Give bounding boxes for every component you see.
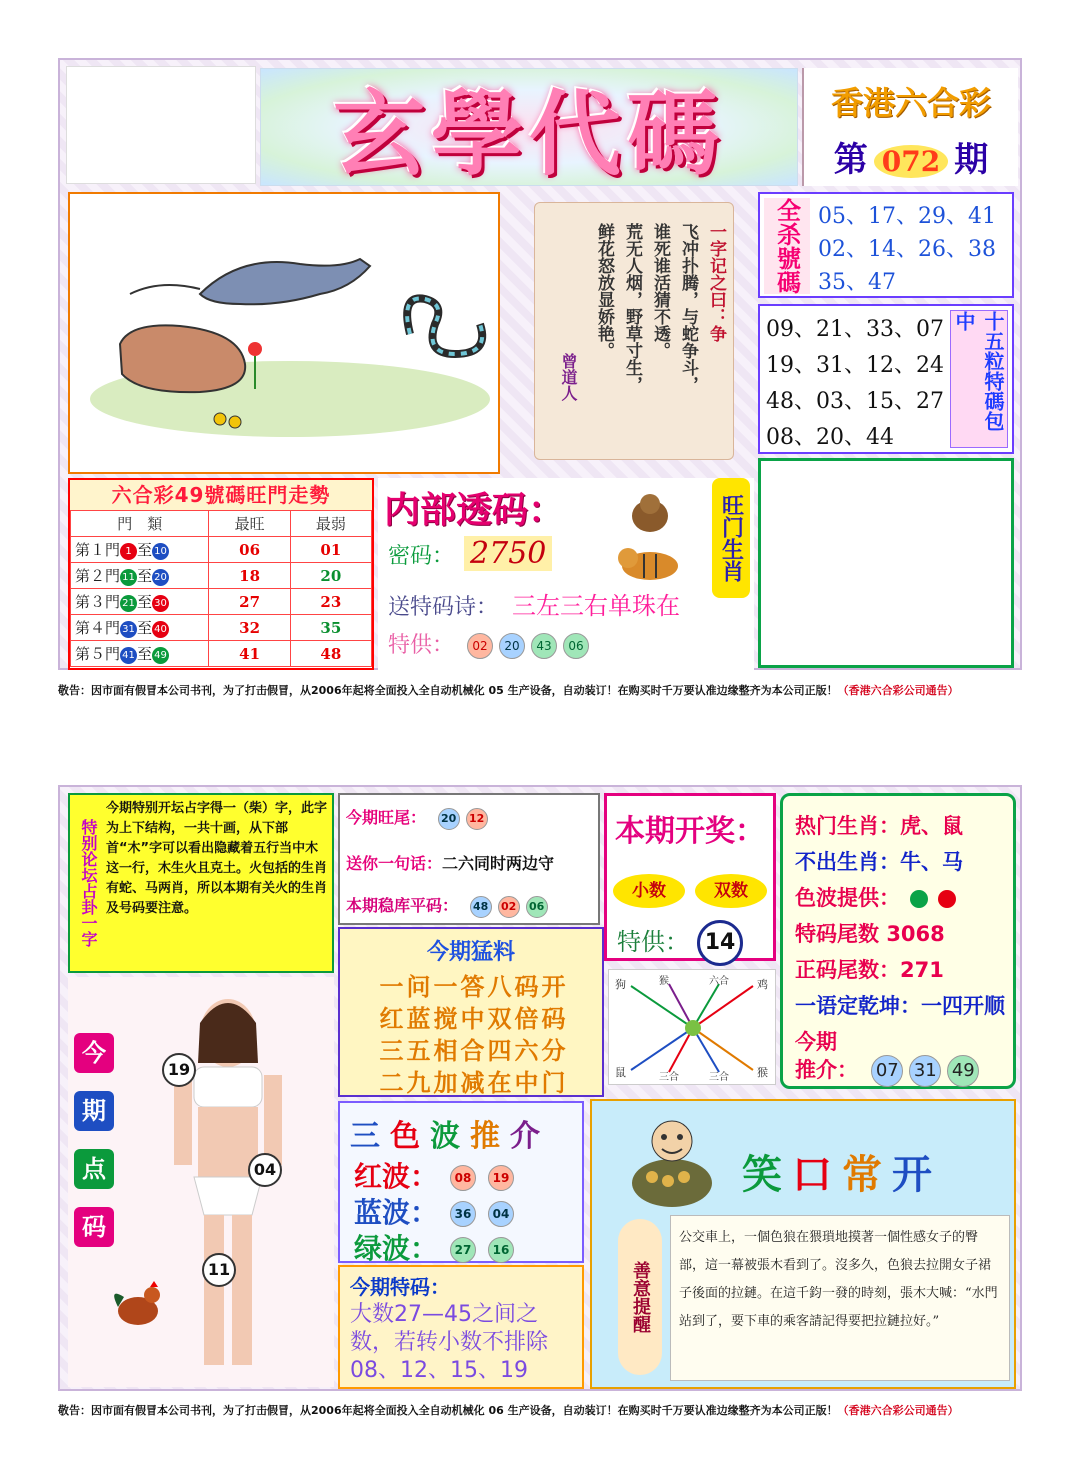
special-offer-ball: 20 <box>499 633 525 659</box>
sentence-label: 送你一句话： <box>346 854 443 873</box>
special-poem-value: 三左三右单珠在 <box>512 592 681 620</box>
pick-label <box>74 1033 114 1265</box>
issue-box <box>802 68 1018 186</box>
draw-title: 本期开奖： <box>615 814 765 849</box>
flat-code-ball: 06 <box>526 896 548 918</box>
trend-row <box>71 641 372 667</box>
arrow-label: 鼠 <box>615 1066 626 1079</box>
snake-pattern <box>407 298 482 354</box>
fifteen-line: 19、31、12、24 <box>766 353 944 378</box>
password-value: 2750 <box>464 536 552 571</box>
forum-text: 今期特别开坛占字得一（柴）字，此字为上下结构，一共十画，从下部首“木”字可以看出隐藏着五行当中木这一行，木生火且克土。火包括的生肖有蛇、马两肖，所以本期有关火的生肖及号码要注意。 <box>106 801 328 916</box>
killed-numbers <box>818 200 1008 299</box>
story-label: 善意提醒 <box>618 1219 662 1375</box>
wave-row <box>354 1227 514 1267</box>
rat-snake-illustration <box>68 192 500 474</box>
page-title: 玄學代碼 <box>332 80 725 188</box>
wave-label: 蓝波 <box>354 1196 411 1229</box>
trend-min: 35 <box>290 615 371 641</box>
inner-code-box <box>378 478 754 670</box>
three-wave-box <box>338 1101 584 1263</box>
door-label: 第１門 <box>75 541 121 559</box>
arrow-line <box>631 986 693 1028</box>
trend-max: 41 <box>209 641 290 667</box>
hot-zodiac-value: 虎、鼠 <box>900 814 963 838</box>
joke-title-char: 口 <box>792 1152 842 1198</box>
fifteen-label: 十五粒特碼包中 <box>950 310 1008 448</box>
special-offer-balls <box>461 633 589 658</box>
trend-header: 最弱 <box>290 511 371 537</box>
wave-ball: 36 <box>450 1201 476 1227</box>
hot-zodiac-row <box>795 810 963 840</box>
wave-title-char: 推 <box>470 1119 510 1154</box>
special-tail-label: 特码尾数 <box>795 922 879 946</box>
issue-number: 072 <box>874 145 948 178</box>
illustration-svg <box>70 194 498 472</box>
monkey-icon <box>620 488 680 538</box>
trend-min: 48 <box>290 641 371 667</box>
arrow-line <box>693 986 753 1028</box>
three-wave-title <box>350 1111 550 1155</box>
door-to-ball: 30 <box>152 595 169 612</box>
door-from-ball: 21 <box>120 595 137 612</box>
special-poem-label: 送特码诗： <box>388 595 499 620</box>
poem-scroll <box>504 192 756 474</box>
arrow-label: 狗 <box>615 978 626 991</box>
wave-label: 红波 <box>354 1160 411 1193</box>
issue-suffix: 期 <box>954 140 989 180</box>
joke-title <box>742 1143 942 1200</box>
recommend-ball: 31 <box>909 1055 941 1087</box>
rat-body <box>200 259 370 304</box>
rooster-icon <box>108 1277 168 1337</box>
fierce-line: 红蓝搅中双倍码 <box>379 1005 569 1033</box>
flat-code-ball: 02 <box>498 896 520 918</box>
flat-code-row <box>346 893 548 918</box>
special-poem-line <box>388 586 680 621</box>
top-sheet <box>58 58 1022 670</box>
arrow-label: 猴 <box>659 976 669 987</box>
fierce-box <box>338 927 604 1097</box>
trend-max: 32 <box>209 615 290 641</box>
arrow-label: 三合 <box>709 1072 729 1083</box>
notice-text: 敬告：因市面有假冒本公司书刊，为了打击假冒，从2006年起将全面投入全自动机械化 05 生产设备，自动装订！在购买时千万要认准边缘整齐为本公司正版！ <box>58 684 838 697</box>
pick-char: 期 <box>74 1091 114 1131</box>
recommend-label: 今期 <box>795 1030 837 1054</box>
door-trend-box <box>68 478 374 670</box>
special-tail-value: 3068 <box>886 922 945 946</box>
trend-door <box>71 563 209 589</box>
recommend-label-row <box>795 1026 837 1056</box>
arrow-label: 六合 <box>709 976 729 987</box>
recommend-row <box>795 1054 979 1087</box>
wave-title-char: 三 <box>350 1119 390 1154</box>
special-code-title: 今期特码： <box>350 1275 450 1299</box>
snake-body <box>407 298 482 354</box>
info-box <box>780 793 1016 1089</box>
special-code-text: 大数27—45之间之数，若转小数不排除08、12、15、19 <box>350 1302 549 1383</box>
arrow-line <box>693 1028 753 1070</box>
fierce-title: 今期猛料 <box>426 940 515 965</box>
wave-ball: 16 <box>488 1237 514 1263</box>
draw-special-number: 14 <box>697 920 743 966</box>
password-label: 密码： <box>388 544 455 569</box>
pick-char: 码 <box>74 1207 114 1247</box>
wave-row <box>354 1191 514 1231</box>
special-offer-ball: 43 <box>531 633 557 659</box>
recommend-balls <box>865 1058 979 1082</box>
recommend-label: 推介： <box>795 1058 858 1082</box>
wave-row <box>354 1155 514 1195</box>
door-zodiac-label: 旺门生肖 <box>712 478 750 598</box>
fifteen-line: 09、21、33、07 <box>766 317 944 342</box>
cold-zodiac-value: 牛、马 <box>900 850 963 874</box>
issue-line <box>804 132 1018 181</box>
arrow-center <box>685 1020 701 1036</box>
rock <box>120 325 245 392</box>
trend-header: 最旺 <box>209 511 290 537</box>
special-offer-label: 特供： <box>388 633 455 658</box>
draw-special-label: 特供： <box>617 928 689 956</box>
special-offer-ball: 02 <box>467 633 493 659</box>
special-offer-line <box>388 628 589 659</box>
hot-tail-ball: 12 <box>466 808 488 830</box>
wave-ball: 04 <box>488 1201 514 1227</box>
pick-ball: 11 <box>202 1253 236 1287</box>
inner-title: 内部透码： <box>384 490 565 531</box>
coin <box>214 413 226 425</box>
wave-colon: ： <box>410 1196 439 1229</box>
poem-signature: 曾道人 <box>559 353 578 401</box>
pick-ball: 19 <box>162 1053 196 1087</box>
door-from-ball: 11 <box>120 569 137 586</box>
killed-numbers-box <box>758 192 1014 298</box>
poem-line: 荒无人烟，野草寸生， <box>622 223 642 393</box>
draw-box <box>604 793 776 961</box>
pick-ball: 04 <box>248 1153 282 1187</box>
door-label: 第４門 <box>75 619 121 637</box>
password-line <box>388 536 552 571</box>
title-banner <box>260 68 798 186</box>
hot-zodiac-label: 热门生肖： <box>795 814 900 838</box>
poem-line: 鲜花怒放显娇艳。 <box>594 223 614 359</box>
poem-line: 飞冲扑腾，与蛇争斗， <box>678 223 698 393</box>
sentence-row <box>346 851 554 874</box>
arrow-label: 三合 <box>659 1072 679 1083</box>
door-label: 第５門 <box>75 645 121 663</box>
trend-max: 27 <box>209 589 290 615</box>
killed-line: 02、14、26、38 <box>818 237 996 262</box>
joke-title-char: 笑 <box>742 1152 792 1198</box>
door-from-ball: 1 <box>120 543 137 560</box>
green-dot-icon <box>910 890 928 908</box>
wave-colon: ： <box>410 1232 439 1265</box>
normal-tail-label: 正码尾数： <box>795 958 900 982</box>
normal-tail-row <box>795 954 944 984</box>
hot-tail-balls <box>432 808 488 827</box>
saying-row <box>795 990 1005 1020</box>
pick-char: 点 <box>74 1149 114 1189</box>
pick-char: 今 <box>74 1033 114 1073</box>
hot-tail-label: 今期旺尾： <box>346 808 427 827</box>
door-to-ball: 49 <box>152 647 169 664</box>
lottery-name: 香港六合彩 <box>830 84 991 122</box>
cold-zodiac-label: 不出生肖： <box>795 850 900 874</box>
notice-tag: （香港六合彩公司通告） <box>837 1404 959 1417</box>
notice-bottom <box>58 1402 1022 1418</box>
wave-ball: 27 <box>450 1237 476 1263</box>
draw-special-line <box>617 920 743 966</box>
model-photo-area <box>68 977 334 1387</box>
trend-row <box>71 589 372 615</box>
arrow-diagram-svg <box>609 970 775 1084</box>
wave-row <box>795 882 956 912</box>
wave-title-char: 介 <box>510 1119 550 1154</box>
trend-door <box>71 641 209 667</box>
killed-line: 35、47 <box>818 270 896 295</box>
trend-row <box>71 615 372 641</box>
wave-label: 色波提供： <box>795 886 900 910</box>
door-to-label: 至 <box>137 541 153 559</box>
hot-tail-row <box>346 805 488 830</box>
door-to-label: 至 <box>137 567 153 585</box>
special-tail-row <box>795 918 945 948</box>
trend-row <box>71 537 372 563</box>
fifteen-line: 08、20、44 <box>766 425 894 450</box>
tiger-icon <box>614 540 684 586</box>
door-label: 第２門 <box>75 567 121 585</box>
poem-line: 谁死谁活猜不透。 <box>650 223 670 359</box>
trend-door <box>71 615 209 641</box>
flower <box>248 342 262 356</box>
joke-box <box>590 1099 1016 1389</box>
notice-tag: （香港六合彩公司通告） <box>837 684 959 697</box>
rat-tail <box>130 285 200 294</box>
wave-ball: 19 <box>488 1165 514 1191</box>
small-number-badge: 小数 <box>613 874 685 908</box>
wave-title-char: 波 <box>430 1119 470 1154</box>
wave-title-char: 色 <box>390 1119 430 1154</box>
coin <box>229 416 241 428</box>
trend-min: 20 <box>290 563 371 589</box>
door-to-ball: 20 <box>152 569 169 586</box>
arrow-line <box>631 1028 693 1070</box>
trend-title: 六合彩49號碼旺門走勢 <box>70 480 372 510</box>
blank-panel <box>66 66 256 184</box>
wave-colon: ： <box>410 1160 439 1193</box>
issue-prefix: 第 <box>833 140 868 180</box>
killed-label: 全杀號碼 <box>764 198 810 294</box>
red-dot-icon <box>938 890 956 908</box>
joke-title-char: 开 <box>892 1152 942 1198</box>
normal-tail-value: 271 <box>900 958 944 982</box>
fierce-line: 一问一答八码开 <box>379 973 569 1001</box>
trend-min: 01 <box>290 537 371 563</box>
door-to-label: 至 <box>137 593 153 611</box>
flat-code-ball: 48 <box>470 896 492 918</box>
trend-header: 門 類 <box>71 511 209 537</box>
wave-ball: 08 <box>450 1165 476 1191</box>
arrow-label: 猴 <box>757 1066 768 1079</box>
trend-door <box>71 537 209 563</box>
notice-top <box>58 682 1022 698</box>
hot-tail-ball: 20 <box>438 808 460 830</box>
recommend-ball: 07 <box>871 1055 903 1087</box>
notice-text: 敬告：因市面有假冒本公司书刊，为了打击假冒，从2006年起将全面投入全自动机械化 06 生产设备，自动装订！在购买时千万要认准边缘整齐为本公司正版！ <box>58 1404 838 1417</box>
wave-label: 绿波 <box>354 1232 411 1265</box>
sentence-text: 二六同时两边守 <box>442 854 555 873</box>
story-text: 公交車上，一個色狼在猥瑣地摸著一個性感女子的臀部，這一幕被張木看到了。沒多久，色狼去拉開女子裙子後面的拉鏈。在這千鈞一發的時刻，張木大喊：“水門站到了，要下車的乘客請記得要把拉鏈拉好。” <box>670 1215 1010 1381</box>
saying-value: 一四开顺 <box>921 994 1005 1018</box>
money-bag-icon <box>622 1111 722 1211</box>
arrow-label: 鸡 <box>757 978 768 991</box>
joke-title-char: 常 <box>842 1152 892 1198</box>
poem-heading: 一字记之曰：争 <box>706 223 726 342</box>
trend-max: 18 <box>209 563 290 589</box>
special-offer-ball: 06 <box>563 633 589 659</box>
door-from-ball: 31 <box>120 621 137 638</box>
hot-tail-box <box>338 793 600 925</box>
door-label: 第３門 <box>75 593 121 611</box>
door-to-ball: 10 <box>152 543 169 560</box>
special-code-box <box>338 1265 584 1389</box>
fierce-line: 三五相合四六分 <box>379 1037 569 1065</box>
trend-door <box>71 589 209 615</box>
flat-code-balls <box>464 896 548 915</box>
fierce-line: 二九加减在中门 <box>379 1069 569 1097</box>
blank-green-panel <box>758 458 1014 668</box>
door-to-label: 至 <box>137 619 153 637</box>
killed-line: 05、17、29、41 <box>818 204 996 229</box>
scroll-paper <box>534 202 734 460</box>
saying-label: 一语定乾坤： <box>795 994 921 1018</box>
trend-row <box>71 563 372 589</box>
recommend-ball: 49 <box>947 1055 979 1087</box>
fifteen-line: 48、03、15、27 <box>766 389 944 414</box>
fifteen-numbers <box>766 312 946 456</box>
trend-max: 06 <box>209 537 290 563</box>
cold-zodiac-row <box>795 846 963 876</box>
forum-box <box>68 793 334 973</box>
door-to-ball: 40 <box>152 621 169 638</box>
trend-min: 23 <box>290 589 371 615</box>
zodiac-arrow-diagram <box>608 969 776 1085</box>
fifteen-numbers-box <box>758 304 1014 454</box>
trend-header-row <box>71 511 372 537</box>
forum-label: 特别论坛占卦一字 <box>79 819 98 947</box>
door-to-label: 至 <box>137 645 153 663</box>
door-from-ball: 41 <box>120 647 137 664</box>
even-number-badge: 双数 <box>695 874 767 908</box>
trend-table <box>70 510 372 667</box>
flat-code-label: 本期稳库平码： <box>346 896 459 915</box>
bottom-sheet <box>58 785 1022 1391</box>
